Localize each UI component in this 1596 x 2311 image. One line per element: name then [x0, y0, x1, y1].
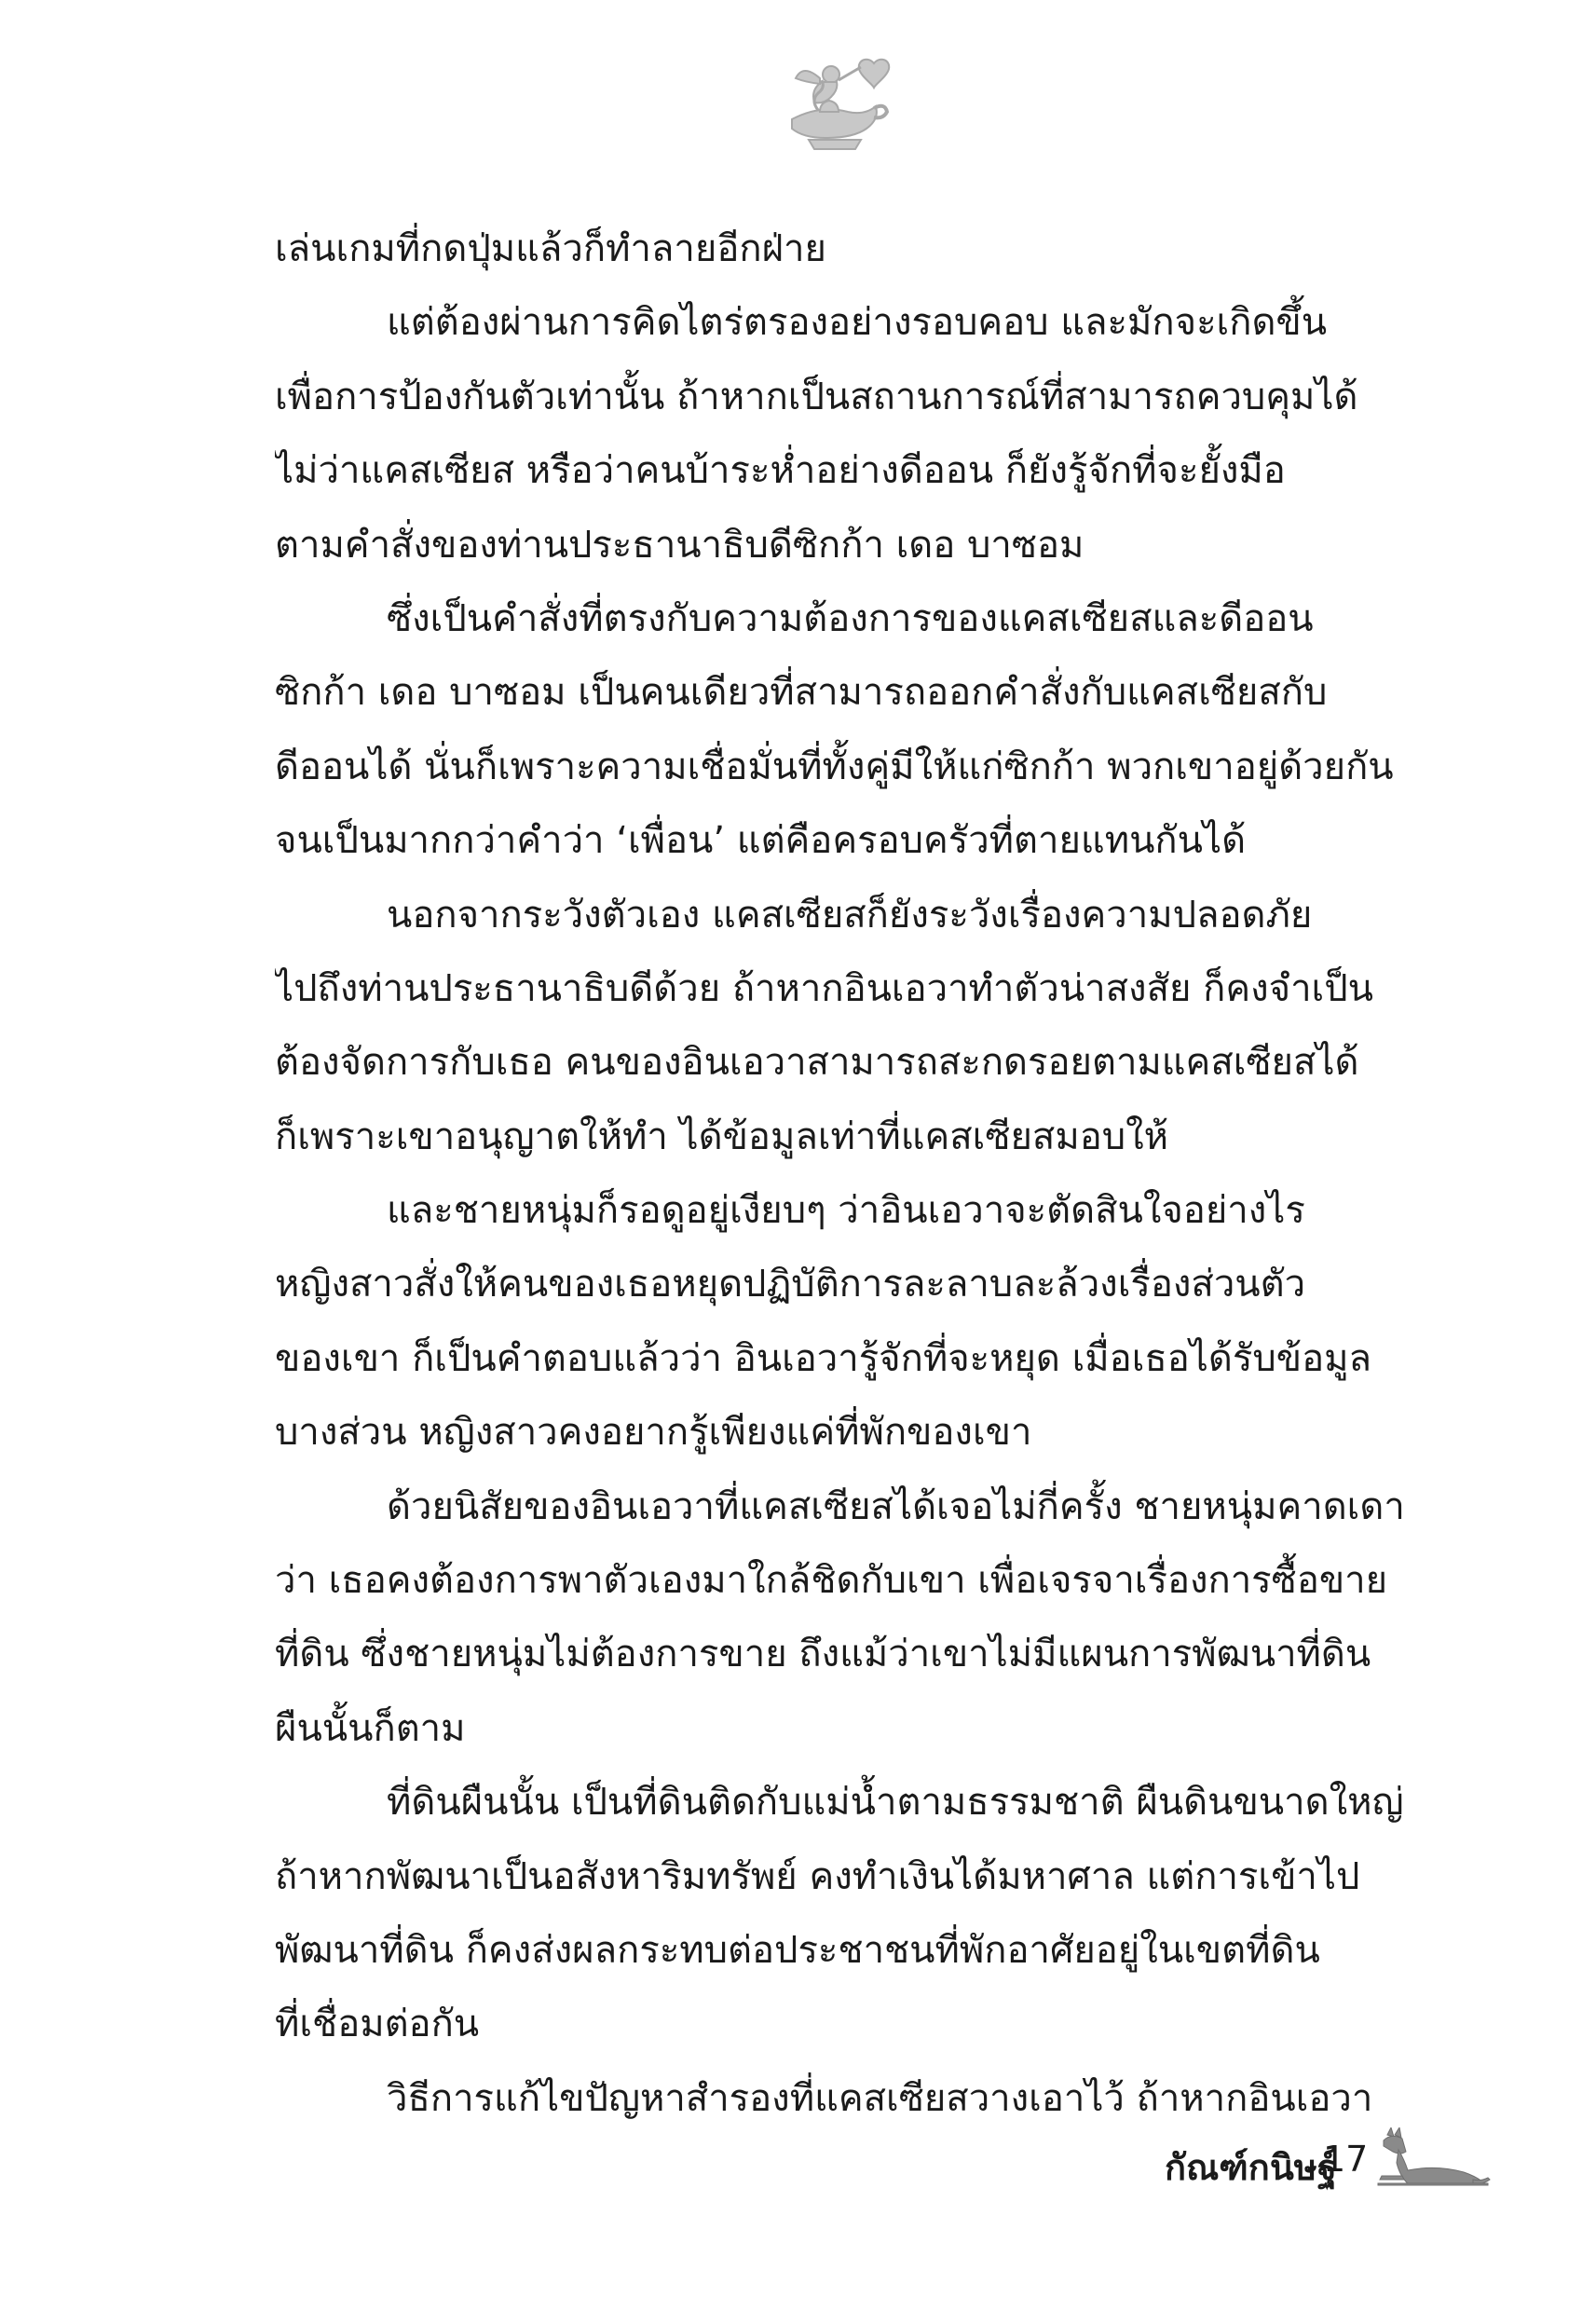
text-line: ดีออนได้ นั่นก็เพราะความเชื่อมั่นที่ทั้งคู่มีให้แก่ซิกก้า พวกเขาอยู่ด้วยกัน [275, 745, 1394, 788]
text-line: แต่ต้องผ่านการคิดไตร่ตรองอย่างรอบคอบ และมักจะเกิดขึ้น [387, 301, 1328, 345]
text-line: เพื่อการป้องกันตัวเท่านั้น ถ้าหากเป็นสถานการณ์ที่สามารถควบคุมได้ [275, 375, 1358, 418]
reclining-dog-icon [1374, 2127, 1491, 2193]
text-line: ที่ดินผืนนั้น เป็นที่ดินติดกับแม่น้ำตามธรรมชาติ ผืนดินขนาดใหญ่ [387, 1781, 1404, 1825]
text-line: ตามคำสั่งของท่านประธานาธิบดีซิกก้า เดอ บาซอม [275, 523, 1084, 567]
text-line: พัฒนาที่ดิน ก็คงส่งผลกระทบต่อประชาชนที่พักอาศัยอยู่ในเขตที่ดิน [275, 1928, 1320, 1972]
text-line: นอกจากระวังตัวเอง แคสเซียสก็ยังระวังเรื่องความปลอดภัย [387, 893, 1313, 937]
text-line: ด้วยนิสัยของอินเอวาที่แคสเซียสได้เจอไม่กี่ครั้ง ชายหนุ่มคาดเดา [387, 1484, 1405, 1528]
text-line: ผืนนั้นก็ตาม [275, 1706, 466, 1750]
text-line: ซิกก้า เดอ บาซอม เป็นคนเดียวที่สามารถออกคำสั่งกับแคสเซียสกับ [275, 671, 1328, 715]
text-line: ที่เชื่อมต่อกัน [275, 2003, 480, 2046]
text-line: ถ้าหากพัฒนาเป็นอสังหาริมทรัพย์ คงทำเงินได้มหาศาล แต่การเข้าไป [275, 1854, 1360, 1898]
text-line: วิธีการแก้ไขปัญหาสำรองที่แคสเซียสวางเอาไว้ ถ้าหากอินเอวา [387, 2076, 1373, 2120]
text-line: ที่ดิน ซึ่งชายหนุ่มไม่ต้องการขาย ถึงแม้ว่าเขาไม่มีแผนการพัฒนาที่ดิน [275, 1633, 1371, 1676]
cupid-genie-lamp-icon [764, 54, 904, 157]
text-line: เล่นเกมที่กดปุ่มแล้วก็ทำลายอีกฝ่าย [275, 227, 826, 270]
text-line: ไปถึงท่านประธานาธิบดีด้วย ถ้าหากอินเอวาทำตัวน่าสงสัย ก็คงจำเป็น [275, 966, 1373, 1010]
text-line: บางส่วน หญิงสาวคงอยากรู้เพียงแค่ที่พักของเขา [275, 1411, 1032, 1455]
page-footer [1165, 2120, 1481, 2204]
text-line: หญิงสาวสั่งให้คนของเธอหยุดปฏิบัติการละลาบละล้วงเรื่องส่วนตัว [275, 1263, 1306, 1306]
body-text [275, 212, 1407, 2136]
text-line: ของเขา ก็เป็นคำตอบแล้วว่า อินเอวารู้จักที่จะหยุด เมื่อเธอได้รับข้อมูล [275, 1336, 1372, 1380]
text-line: และชายหนุ่มก็รอดูอยู่เงียบๆ ว่าอินเอวาจะตัดสินใจอย่างไร [387, 1189, 1305, 1233]
text-line: จนเป็นมากกว่าคำว่า ‘เพื่อน’ แต่คือครอบครัวที่ตายแทนกันได้ [275, 819, 1247, 863]
text-line: ก็เพราะเขาอนุญาตให้ทำ ได้ข้อมูลเท่าที่แคสเซียสมอบให้ [275, 1114, 1169, 1158]
book-title: กัณฑ์กนิษฐ์ [1165, 2147, 1337, 2188]
text-line: ซึ่งเป็นคำสั่งที่ตรงกับความต้องการของแคสเซียสและดีออน [387, 596, 1314, 640]
page-number: 17 [1323, 2139, 1369, 2180]
text-line: ต้องจัดการกับเธอ คนของอินเอวาสามารถสะกดรอยตามแคสเซียสได้ [275, 1041, 1359, 1085]
text-line: ว่า เธอคงต้องการพาตัวเองมาใกล้ชิดกับเขา เพื่อเจรจาเรื่องการซื้อขาย [275, 1559, 1388, 1603]
text-line: ไม่ว่าแคสเซียส หรือว่าคนบ้าระห่ำอย่างดีออน ก็ยังรู้จักที่จะยั้งมือ [275, 449, 1286, 493]
